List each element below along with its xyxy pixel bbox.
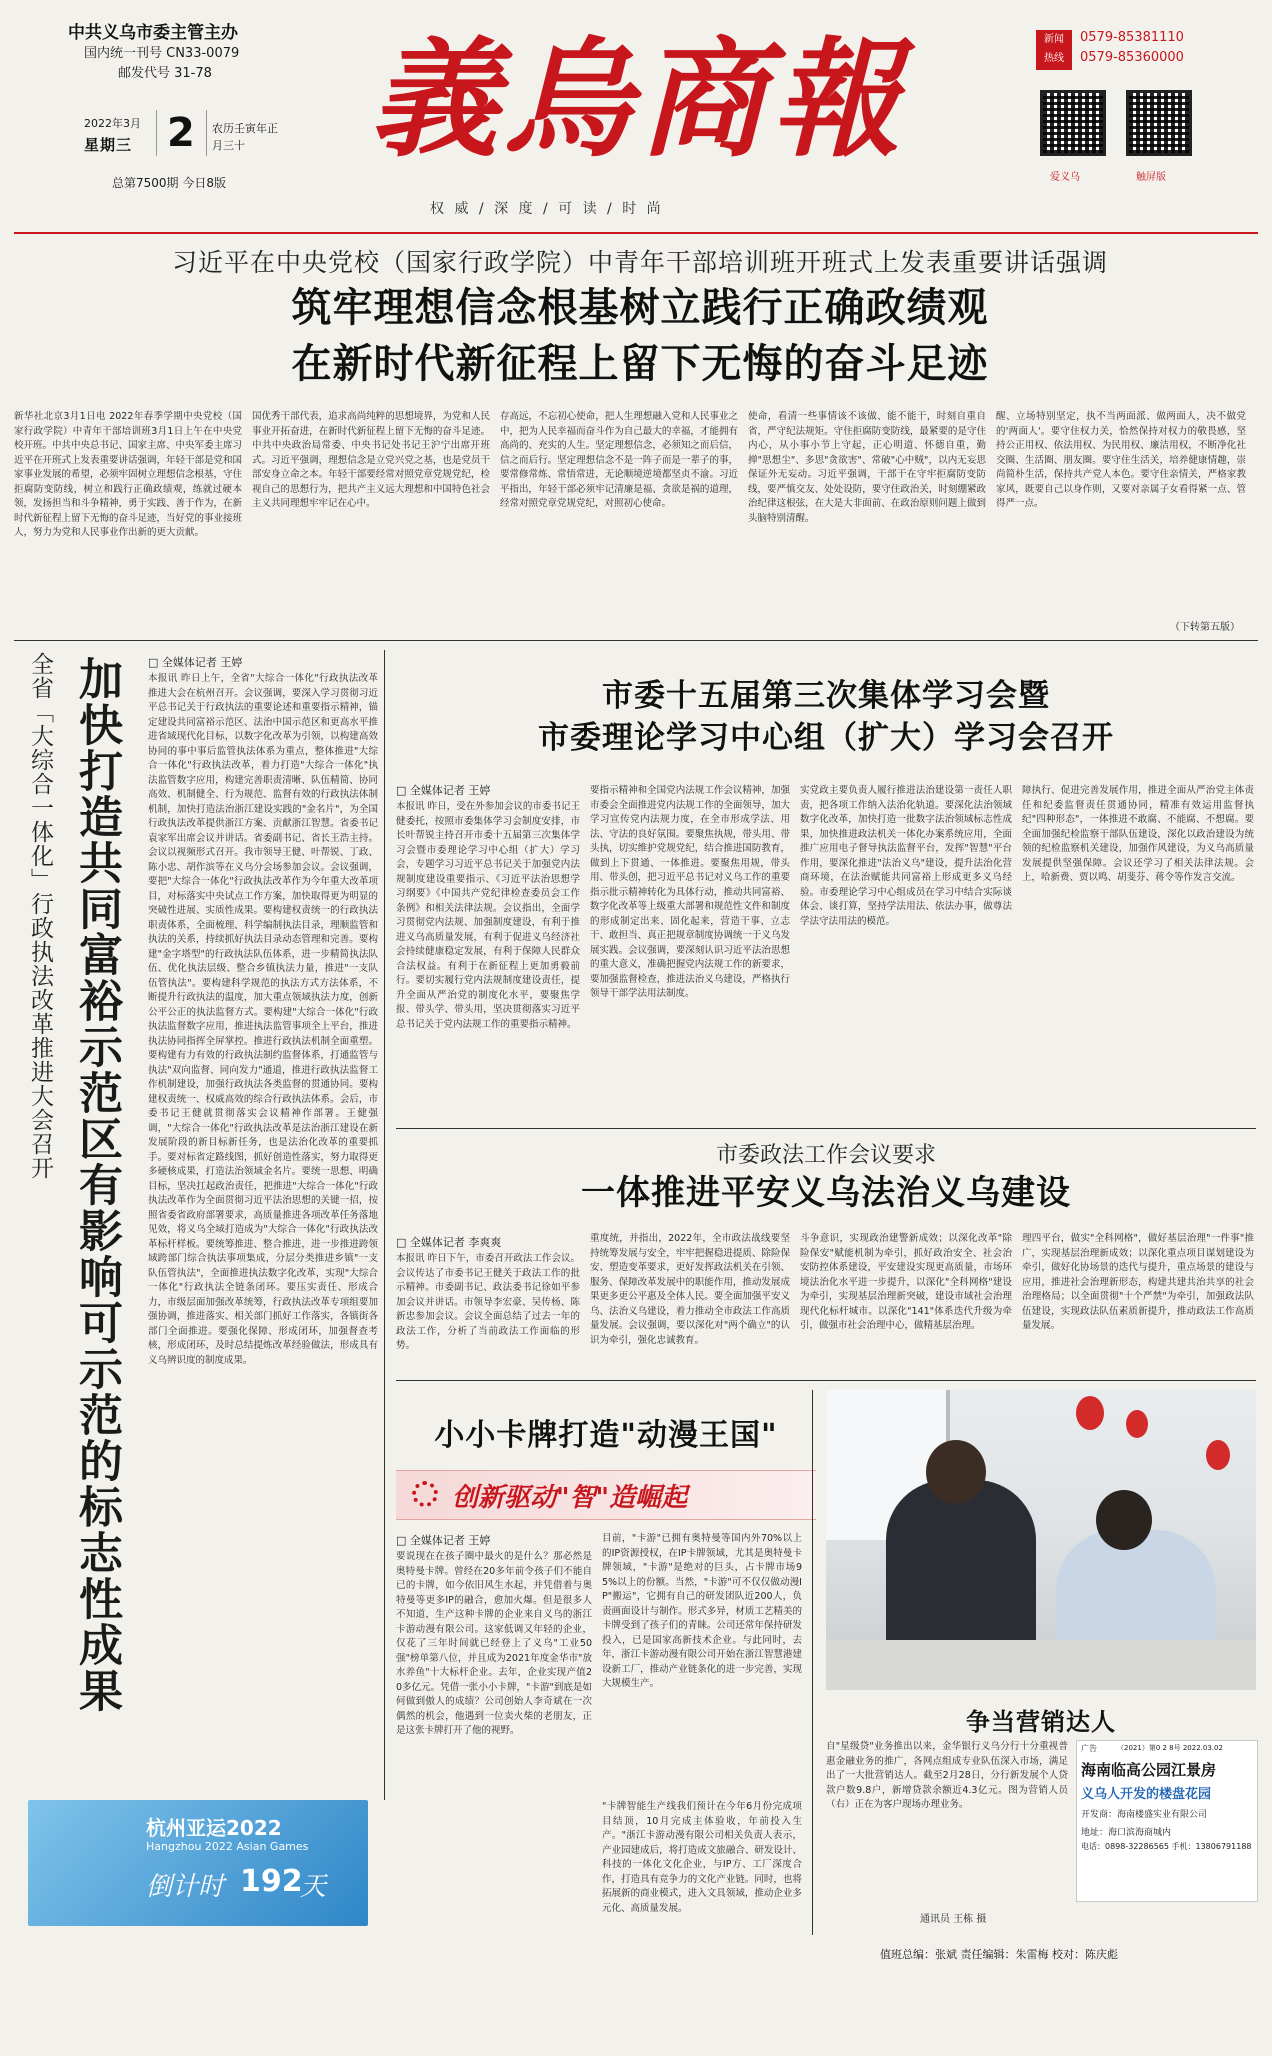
masthead-divider <box>14 232 1258 234</box>
ad-phone: 电话：0898-32286565 手机：13806791188 <box>1081 1842 1252 1851</box>
countdown-title-cn: 杭州亚运2022 <box>146 1816 282 1840</box>
lead-headline-1: 筑牢理想信念根基树立践行正确政绩观 <box>291 285 989 331</box>
date-year-month: 2022年3月 <box>84 117 141 130</box>
photo-headline: 争当营销达人 <box>966 1708 1116 1736</box>
left-article-author: □ 全媒体记者 王婷 <box>148 656 243 669</box>
left-article-body: 本报讯 昨日上午，全省"大综合一体化"行政执法改革推进大会在杭州召开。会议强调，要深入学习贯彻习近平总书记关于行政执法的重要论述和重要指示精神，锚定建设共同富裕示范区、法治中国示范区和更高水平推进省域现代化目标，以数字化改革为引领，以构建高效协同的事中事后监管执法体系为重点，整体推进"大综合一体化"行政执法改革，着力打造"大综合一体化"执法监管数字应用，构建完善职责清晰、队伍精简、协同高效、机制健全、行为规范、监督有效的行政执法体制机制，加快打造法治浙江建设实践的"金名片"，为全国行政执法改革提供浙江方案、贡献浙江智慧。省委书记袁家军出席会议并讲话。省委副书记、省长王浩主持。会议以视频形式召开。我市领导王健、叶帮锐、丁政、陈小忠、胡作滨等在义乌分会场参加会议。会议强调，要把"大综合一体化"行政执法改革作为今年重大改革项目，对标落实中央试点工作方案，加快取得更为明显的突破性进展、实质性成果。要构建权责统一的行政执法职责体系，全面梳理、科学编制执法目录，理顺监管和执法的关系，持续抓好执法目录动态管理和完善。要构建"金字塔型"的行政执法队伍体系，进一步精简执法队伍、优化执法层级、整合乡镇执法力量，推进"一支队伍管执法"。要构建科学规范的执法方式方法体系，不断提升行政执法的温度，加大重点领域执法力度，创新公平公正的执法监督方式。要构建"大综合一体化"行政执法监督数字应用，推进执法监管事项全上平台，推进执法协同指挥全屏掌控。推进行政执法机制全面重塑。要构建有力有效的行政执法制约监督体系，打通监管与执法"双向监督、同向发力"通道，推进行政执法监督工作机制建设，加强行政执法各类监督的贯通协同。要构建权责统一、权威高效的综合行政执法体系。会后，市委书记王健就贯彻落实会议精神作部署。王健强调，"大综合一体化"行政执法改革是法治浙江建设在新发展阶段的新目标新任务，也是法治化改革的重要抓手。要对标省定路线图，抓好创造性落实，努力取得更多硬核成果，打造法治领域金名片。要统一思想、明确目标，坚决扛起政治责任，把推进"大综合一体化"行政执法改革作为全面贯彻习近平法治思想的关键一招，按照省委省政府部署要求，高质量推进各项改革任务落地见效，将义乌全域打造成为"大综合一体化"行政执法改革标杆样板。要统筹推进、整合推进，进一步推进跨领域跨部门综合执法事项集成，分层分类推进乡镇"一支队伍管执法"，全面推进执法数字化改革，实现"大综合一体化"行政执法全链条闭环。要压实责任、形成合力，市级层面加强改革统筹，行政执法改革专项组要加强协调，推进落实、相关部门抓好工作落实，各镇街各部门全面推进。要强化保障、形成闭环，加强督查考核，形成闭环，及时总结提炼改革经验做法，形成具有义乌辨识度的制度成果。 <box>148 673 378 1366</box>
lead-kicker: 习近平在中央党校（国家行政学院）中青年干部培训班开班式上发表重要讲话强调 <box>171 248 1108 277</box>
hotline-badge <box>1036 30 1072 70</box>
lantern-decor <box>1206 1440 1230 1470</box>
post-code: 邮发代号 31-78 <box>118 66 212 81</box>
study-headline-1: 市委十五届第三次集体学习会暨 <box>602 678 1050 714</box>
study-text-col-4: 障执行、促进完善发展作用，推进全面从严治党主体责任和纪委监督责任贯通协同，精准有效运用监督执纪"四种形态"，一体推进不敢腐、不能腐、不想腐。要全面加强纪检监察干部队伍建设，深化以政治建设为统领的纪检监察机关建设，加强作风建设，为义乌高质量发展提供坚强保障。会议还学习了相关法律法规。会上，哈新费、贾以鸣、胡斐芬、蒋令等作发言交流。 <box>1022 785 1254 883</box>
clerk-head <box>1096 1490 1152 1550</box>
page-footer: 值班总编：张斌 责任编辑：朱雷梅 校对：陈庆彪 <box>880 1948 1118 1961</box>
anime-text-col-2: 目前，"卡游"已拥有奥特曼等国内外70%以上的IP资源授权，在IP卡牌领域，尤其是奥特曼卡牌领域，"卡游"是绝对的巨头，占卡牌市场95%以上的份额。当然，"卡游"可不仅仅做动漫IP"搬运"，它拥有自己的研发团队近200人，负责画面设计与制作。形式多异，材质工艺精美的卡牌受到了孩子们的青睐。公司还常年保持研发投入，已是国家高新技术企业。与此同时，去年，浙江卡游动漫有限公司开始在浙江智慧港建设新工厂，推动产业链条化的进一步完善，实现大规模生产。 <box>602 1533 802 1689</box>
counter-table <box>826 1640 1256 1690</box>
lead-continued: （下转第五版） <box>1170 622 1240 633</box>
anime-banner <box>396 1470 816 1520</box>
qr-label-1: 爱义乌 <box>1050 172 1080 183</box>
legal-text-col-2: 重度统，并指出，2022年，全市政法战线要坚持统筹发展与安全，牢牢把握稳进提质、除险保安、塑造变革要求，更好发挥政法机关在引领、服务、保障改革发展中的职能作用，推动发展成果更多更公平惠及全体人民。要全面加强平安义乌、法治义乌建设，着力推动全市政法工作高质量发展。会议强调，要以深化对"两个确立"的认识为牵引，强化忠诚教育。 <box>590 1233 790 1346</box>
study-author: □ 全媒体记者 王婷 <box>396 784 491 797</box>
countdown-label: 倒计时 <box>146 1872 225 1902</box>
lead-text-col-5: 醒、立场特别坚定，执不当两面派、做两面人，决不做党的'两面人'。要守住权力关，恰然保持对权力的敬畏感，坚持公正用权、依法用权、为民用权、廉洁用权，不断净化社交圈、生活圈、朋友圈。要守住生活关，培养健康情趣，崇尚简朴生活，保持共产党人本色。要守住亲情关，严格家教家风，既要自己以身作则，又要对亲属子女看得紧一点、管得严一点。 <box>996 411 1246 509</box>
bank-photo <box>826 1390 1256 1690</box>
lead-headline-2: 在新时代新征程上留下无悔的奋斗足迹 <box>291 341 989 387</box>
countdown-unit: 天 <box>300 1872 327 1902</box>
ad-headline-2: 义乌人开发的楼盘花园 <box>1081 1787 1212 1802</box>
date-day: 2 <box>156 110 207 156</box>
anime-headline: 小小卡牌打造"动漫王国" <box>434 1418 778 1453</box>
legal-headline: 一体推进平安义乌法治义乌建设 <box>581 1173 1071 1213</box>
lead-text-col-2: 国优秀干部代表，追求高尚纯粹的思想境界，为党和人民事业开拓奋进，在新时代新征程上留下无悔的奋斗足迹。中共中央政治局常委、中央书记处书记王沪宁出席开班式。习近平强调，理想信念是立党兴党之基，也是党员干部安身立命之本。年轻干部要经常对照党章党规党纪，检视自己的思想行为，把共产主义远大理想和中国特色社会主义共同理想牢牢记在心中。 <box>252 411 490 509</box>
column-divider <box>812 1390 813 1935</box>
anime-author: □ 全媒体记者 王婷 <box>396 1534 491 1547</box>
sponsor-line: 中共义乌市委主管主办 <box>68 23 238 43</box>
lead-text-col-1: 新华社北京3月1日电 2022年春季学期中央党校（国家行政学院）中青年干部培训班3月1日上午在中央党校开班。中共中央总书记、国家主席、中央军委主席习近平在开班式上发表重要讲话强调，年轻干部是党和国家事业发展的希望，必须牢固树立理想信念根基，守住拒腐防变防线，树立和践行正确政绩观，练就过硬本领，发扬担当和斗争精神，勇于实践、善于作为，在新时代新征程上留下无悔的奋斗足迹，当好党的事业接班人，努力为党和人民事业作出新的更大贡献。 <box>14 411 242 538</box>
hotline-label-2: 热线 <box>1044 53 1064 64</box>
legal-text-col-1: 本报讯 昨日下午，市委召开政法工作会议。会议传达了市委书记王健关于政法工作的批示精神。市委副书记、政法委书记徐如平参加会议并讲话。市领导李宏豪、吴传杨、陈新忠参加会议。会议全面总结了过去一年的政法工作，分析了当前政法工作面临的形势。 <box>396 1253 580 1351</box>
ad-tag-number: （2021）第0 2 8号 2022.03.02 <box>1117 1744 1223 1752</box>
lead-text-col-4: 使命，看清一些事情该不该做、能不能干，时刻自重自省，严守纪法规矩。守住拒腐防变防线，最紧要的是守住内心，从小事小节上守起，正心明道、怀德自重，勤掸"思想尘"、多思"贪欲害"、常破"心中贼"，以内无妄思保证外无妄动。习近平强调，干部干在守牢拒腐防变防线，要严慎交友、处处设防，要守住政治关，时刻绷紧政治纪律这根弦，在大是大非面前、在政治原则问题上做到头脑特别清醒。 <box>748 411 986 524</box>
left-article-headline: 加快打造共同富裕示范区有影响可示范的标志性成果 <box>71 656 122 1714</box>
asian-games-countdown <box>28 1800 368 1926</box>
gear-icon <box>412 1481 438 1507</box>
left-article-subhead: 全省「大综合一体化」行政执法改革推进大会召开 <box>27 652 53 1180</box>
photo-credit: 通讯员 王栋 摄 <box>920 1914 987 1925</box>
masthead <box>0 0 1272 230</box>
qr-label-2: 触屏版 <box>1136 172 1166 183</box>
legal-kicker: 市委政法工作会议要求 <box>715 1143 936 1168</box>
hotline-phone-2: 0579-85360000 <box>1080 50 1184 65</box>
section-divider <box>396 1128 1256 1129</box>
lead-text-col-3: 存高远，不忘初心使命，把人生理想融入党和人民事业之中，把为人民幸福而奋斗作为自己最大的幸福，才能拥有高尚的、充实的人生。坚定理想信念，必须知之而后信，信之而后行。坚定理想信念不是一阵子而是一辈子的事，要常修常炼、常悟常进，无论顺境逆境都坚贞不渝。习近平指出，年轻干部必须牢记清廉是福、贪欲是祸的道理，经常对照党章党规党纪，对照初心使命。 <box>500 411 738 509</box>
section-divider <box>396 1380 1256 1381</box>
study-text-col-3: 实党政主要负责人履行推进法治建设第一责任人职责，把各项工作纳入法治化轨道。要深化法治领域数字化改革，加快打造一批数字法治领域标志性成果，加快推进政法机关一体化办案系统应用，全面推广应用电子督导执法监督平台，发挥"智慧"平台作用，要深化推进"法治义乌"建设，提升法治化营商环境，在法治赋能共同富裕上形成更多义乌经验。市委理论学习中心组成员在学习中结合实际谈体会、谈打算，坚持学法用法、依法办事，做尊法学法守法用法的模范。 <box>800 785 1012 927</box>
legal-author: □ 全媒体记者 李爽爽 <box>396 1236 502 1249</box>
date-box <box>84 110 324 160</box>
anime-text-col-1: 要说现在在孩子圈中最火的是什么？那必然是奥特曼卡牌。曾经在20多年前令孩子们不能自已的卡牌，如今依旧风生水起，并凭借着与奥特曼等更多IP的融合，愈加火爆。但是很多人不知道，生产这种卡牌的企业来自义乌的浙江卡游动漫有限公司。这家低调又年轻的企业，仅花了三年时间就已经登上了义乌"工业50强"榜单第八位，并且成为2021年度金华市"放水养鱼"十大标杆企业。去年，企业实现产值20多亿元。凭借一张小小卡牌，"卡游"到底是如何做到傲人的成绩？公司创始人李奇斌在一次偶然的机会，他遇到一位卖火柴的老朋友，正是这张卡牌打开了他的视野。 <box>396 1551 592 1736</box>
qr-code-icon[interactable] <box>1040 90 1106 156</box>
real-estate-ad[interactable] <box>1076 1740 1258 1902</box>
study-text-col-1: 本报讯 昨日，受在外参加会议的市委书记王健委托，按照市委集体学习会制度安排，市长叶帮锐主持召开市委十五届第三次集体学习会暨市委理论学习中心组（扩大）学习会，专题学习习近平总书记关于加强党内法规制度建设重要指示、《习近平法治思想学习纲要》《中国共产党纪律检查委员会工作条例》和相关法律法规。会议指出，全面学习贯彻党内法规、加强制度建设，有利于推进义乌高质量发展，有利于促进义乌经济社会持续健康稳定发展，有利于保障人民群众合法权益。有利于在新征程上更加勇毅前行。要切实履行党内法规制度建设责任，提升全面从严治党的制度化水平，要聚焦学报、带头学、带头用，坚决贯彻落实习近平总书记关于党内法规工作的重要指示精神。 <box>396 801 580 1030</box>
lunar-date: 农历壬寅年正月三十 <box>212 122 278 152</box>
ad-tag: 广告 <box>1081 1744 1097 1753</box>
cn-number: 国内统一刊号 CN33-0079 <box>84 46 240 61</box>
legal-text-col-4: 理四平台，做实"全科网格"，做好基层治理"一件事"推广，实现基层治理新成效；以深化重点项目谋划建设为牵引，做好化协场景的迭代与提升，重点场景的建设与应用，推进社会治理新形态，构建共建共治共享的社会治理格局；以全面贯彻"十个严禁"为牵引，加强政法队伍建设，实现政法队伍素质新提升，推动政法工作高质量发展。 <box>1022 1233 1254 1331</box>
qr-code-icon[interactable] <box>1126 90 1192 156</box>
date-weekday: 星期三 <box>84 136 133 154</box>
study-headline-2: 市委理论学习中心组（扩大）学习会召开 <box>538 720 1114 756</box>
legal-text-col-3: 斗争意识，实现政治建警新成效；以深化改革"除险保安"赋能机制为牵引，抓好政治安全、社会治安防控体系建设，平安建设实现更高质量，市场环境法治化水平进一步提升，以深化"全科网格"建设为牵引，实现基层治理新突破，建设市域社会治理现代化标杆城市。以深化"141"体系迭代升级为牵引，做强市社会治理中心，做精基层治理。 <box>800 1233 1012 1331</box>
study-text-col-2: 要指示精神和全国党内法规工作会议精神，加强市委会全面推进党内法规工作的全面领导，加大学习宣传党内法规力度，在全市形成学法、用法、守法的良好氛围。要聚焦执规，带头用、带头执，切实维护党规党纪，结合推进国防教育，做到上下贯通、一体推进。要聚焦用规，带头用、带头创，把习近平总书记对义乌工作的重要指示批示精神转化为具体行动，推动共同富裕、数字化改革等上级重大部署和规范性文件和制度的形成制定出来、固化起来，营造干事、立志干、敢担当、真正把规章制度协调统一于义乌发展实践。会议强调，要深刻认识习近平法治思想的重大意义，准确把握党内法规工作的新要求，要加强监督检查，推进法治义乌建设，严格执行领导干部学法用法制度。 <box>590 785 790 999</box>
ad-developer: 开发商：海南楼盛实业有限公司 <box>1081 1810 1208 1820</box>
anime-banner-text: 创新驱动"智"造崛起 <box>452 1483 688 1513</box>
slogan: 权 威 / 深 度 / 可 读 / 时 尚 <box>430 201 664 217</box>
countdown-title-en: Hangzhou 2022 Asian Games <box>146 1840 309 1853</box>
ad-address: 地址：海口滨海商城内 <box>1081 1828 1172 1838</box>
left-column-divider <box>384 650 385 1800</box>
section-divider <box>14 640 1258 641</box>
lantern-decor <box>1126 1410 1148 1438</box>
lantern-decor <box>1076 1396 1104 1430</box>
photo-caption: 自"星级贷"业务推出以来，金华银行义乌分行十分重视普惠金融业务的推广，各网点组成专业队伍深入市场，满足出了一大批营销达人。截至2月28日，分行新发展个人贷款户数9.8户，新增贷款余额近4.3亿元。图为营销人员（右）正在为客户现场办理业务。 <box>826 1741 1068 1810</box>
issue-number: 总第7500期 今日8版 <box>112 176 226 190</box>
newspaper-title: 義烏商報 <box>370 25 907 175</box>
countdown-days: 192 <box>240 1864 303 1899</box>
anime-text-col-3: "卡牌智能生产线我们预计在今年6月份完成项目结顶，10月完成主体验收，年前投入生产。"浙江卡游动漫有限公司相关负责人表示，产业园建成后，将打造成文旅融合、研发设计、科技的一体化文化企业，与IP方、工厂深度合作，打造具有竞争力的文化产业链。同时，也将拓展新的商业模式，进入文具领域，推动企业多元化、高质量发展。 <box>602 1801 802 1914</box>
hotline-phone-1: 0579-85381110 <box>1080 30 1184 45</box>
officer-head <box>926 1440 986 1504</box>
hotline-label-1: 新闻 <box>1044 34 1064 45</box>
ad-headline-1: 海南临高公园江景房 <box>1081 1761 1217 1779</box>
